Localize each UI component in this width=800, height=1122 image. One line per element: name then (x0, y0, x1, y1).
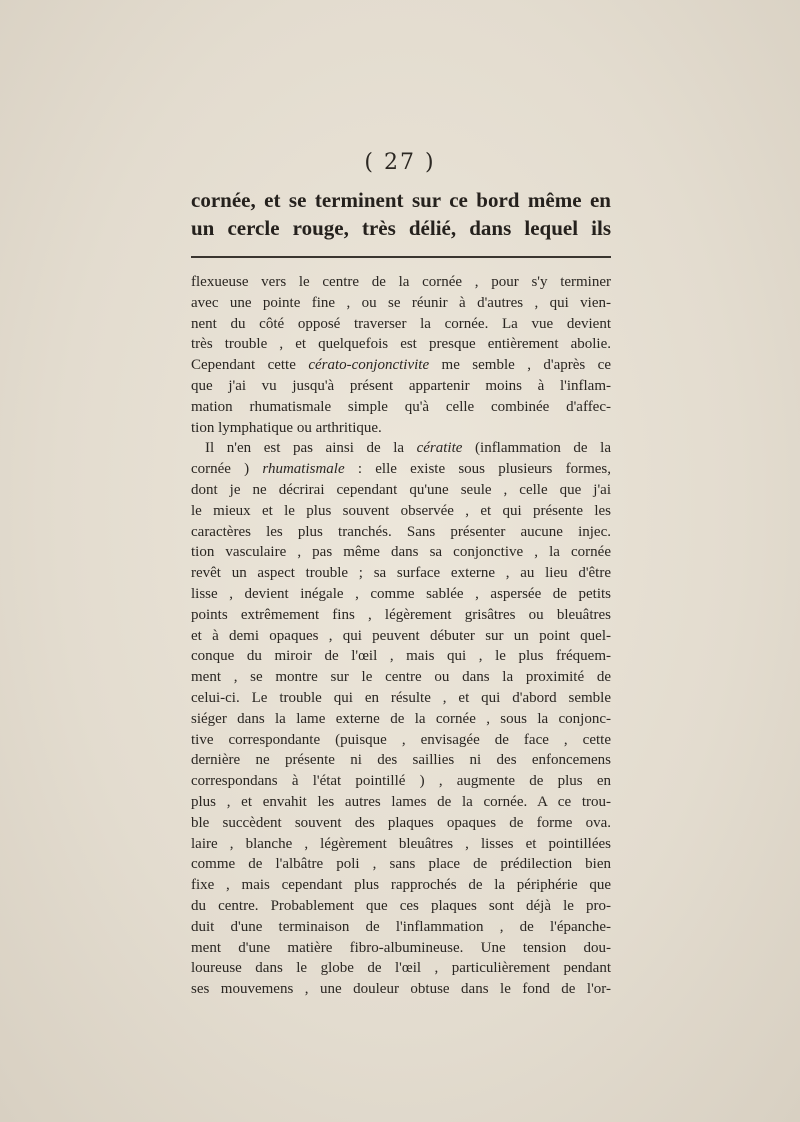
body-text-line: correspondans à l'état pointillé ) , augmente de plus en (191, 773, 611, 790)
body-text-fragment: Cependant cette (191, 357, 309, 374)
body-text-line: flexueuse vers le centre de la cornée , pour s'y terminer (191, 274, 611, 290)
body-text-line: duit d'une terminaison de l'inflammation , de l'épanche- (191, 918, 611, 935)
body-text-line: avec une pointe fine , ou se réunir à d'autres , qui vien- (191, 294, 611, 311)
top-text-line: cornée, et se terminent sur ce bord même en (191, 188, 611, 212)
body-text-line (191, 459, 611, 480)
body-text-line: du centre. Probablement que ces plaques sont déjà le pro- (191, 897, 611, 914)
body-text-line (191, 355, 611, 376)
italic-term: cératite (416, 440, 463, 457)
body-text-line: fixe , mais cependant plus rapprochés de la périphérie que (191, 877, 611, 894)
body-text-fragment: me semble , d'après ce (429, 357, 611, 374)
body-text-line: laire , blanche , légèrement bleuâtres , lisses et pointillées (191, 835, 611, 852)
body-text-line: tion vasculaire , pas même dans sa conjonctive , la cornée (191, 544, 611, 561)
separator-rule (191, 256, 611, 258)
body-text-line: très trouble , et quelquefois est presque entièrement abolie. (191, 336, 611, 353)
body-text-line: conque du miroir de l'œil , mais qui , le plus fréquem- (191, 648, 611, 665)
body-text-line: celui-ci. Le trouble qui en résulte , et qui d'abord semble (191, 689, 611, 706)
italic-term: cérato-conjonctivite (308, 357, 430, 374)
body-text-line: que j'ai vu jusqu'à présent appartenir moins à l'inflam- (191, 377, 611, 394)
body-text-fragment: cornée ) (191, 461, 263, 478)
body-text-line: caractères les plus tranchés. Sans présenter aucune injec. (191, 523, 611, 540)
body-text-line (191, 438, 611, 459)
body-text-line: et à demi opaques , qui peuvent débuter sur un point quel- (191, 627, 611, 644)
body-text-line: mation rhumatismale simple qu'à celle combinée d'affec- (191, 398, 611, 415)
body-text-line: plus , et envahit les autres lames de la cornée. A ce trou- (191, 793, 611, 810)
body-text-fragment: : elle existe sous plusieurs formes, (344, 461, 611, 478)
body-text-line: ble succèdent souvent des plaques opaques de forme ova. (191, 814, 611, 831)
body-text-line: tive correspondante (puisque , envisagée de face , cette (191, 731, 611, 748)
body-text-line: ment , se montre sur le centre ou dans la proximité de (191, 669, 611, 686)
italic-term: rhumatismale (262, 461, 345, 478)
body-text-line: dernière ne présente ni des saillies ni des enfoncemens (191, 752, 611, 769)
body-text-line: loureuse dans le globe de l'œil , particulièrement pendant (191, 960, 611, 977)
body-text-line: ment d'une matière fibro-albumineuse. Une tension dou- (191, 939, 611, 956)
body-text-line: points extrêmement fins , légèrement grisâtres ou bleuâtres (191, 606, 611, 623)
body-text-line: siéger dans la lame externe de la cornée , sous la conjonc- (191, 710, 611, 727)
body-text-fragment: (inflammation de la (462, 440, 611, 457)
body-text-line: le mieux et le plus souvent observée , et qui présente les (191, 502, 611, 519)
top-text-line: un cercle rouge, très délié, dans lequel ils (191, 216, 611, 240)
body-text-line: nent du côté opposé traverser la cornée. La vue devient (191, 315, 611, 332)
body-text-line: tion lymphatique ou arthritique. (191, 419, 382, 436)
body-text-line: revêt un aspect trouble ; sa surface externe , au lieu d'être (191, 565, 611, 582)
body-text-line: ses mouvemens , une douleur obtuse dans le fond de l'or- (191, 981, 611, 998)
body-text-line: lisse , devient inégale , comme sablée , aspersée de petits (191, 585, 611, 602)
body-text-line: comme de l'albâtre poli , sans place de prédilection bien (191, 856, 611, 873)
top-text-block (191, 186, 611, 242)
page-number: ( 27 ) (364, 150, 436, 175)
body-text-block (191, 272, 611, 1000)
body-text-fragment: Il n'en est pas ainsi de la (205, 440, 417, 457)
body-text-line: dont je ne décrirai cependant qu'une seule , celle que j'ai (191, 481, 611, 498)
